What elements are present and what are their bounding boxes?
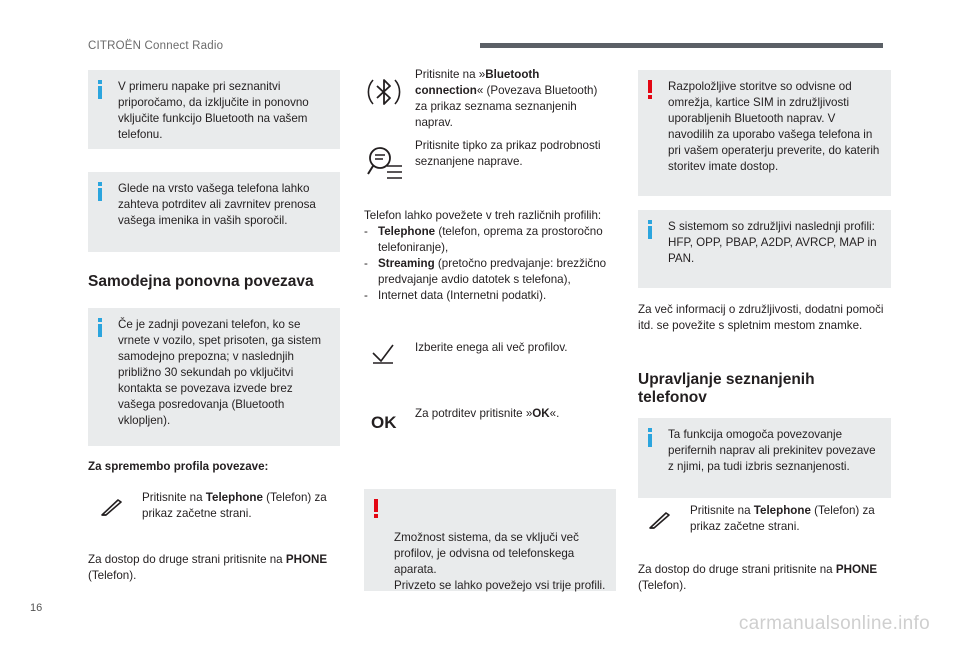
info-box-text: Ta funkcija omogoča povezovanje perifernih naprav ali prekinitev povezave z njimi, pa tudi izbris seznanjenosti. (668, 428, 876, 473)
watermark-logo: carmanualsonline.info (738, 613, 930, 634)
profiles-intro: Telefon lahko povežete v treh različnih profilih: (364, 209, 602, 222)
info-box-pairing-error (88, 70, 340, 149)
ok-icon: OK (371, 413, 397, 432)
checkbox-check-icon (370, 342, 396, 366)
warning-box-profiles (364, 489, 616, 591)
info-icon (648, 428, 652, 447)
info-box-auto-reconnect (88, 308, 340, 446)
phone-access-text: Za dostop do druge strani pritisnite na PHONE (Telefon). (88, 553, 328, 582)
warning-box-services (638, 70, 891, 196)
bluetooth-step-text: Pritisnite na »Bluetooth connection« (Povezava Bluetooth) za prikaz seznama seznanjenih naprav. (415, 68, 598, 129)
header-bar (480, 43, 883, 48)
info-box-text: S sistemom so združljivi naslednji profili: HFP, OPP, PBAP, A2DP, AVRCP, MAP in PAN. (668, 220, 877, 265)
pencil-icon (100, 497, 124, 517)
header-title: CITROËN Connect Radio (88, 40, 224, 52)
telephone-step-text: Pritisnite na Telephone (Telefon) za prikaz začetne strani. (142, 491, 327, 520)
warning-icon (374, 499, 378, 518)
info-icon (98, 182, 102, 201)
info-box-text: Glede na vrsto vašega telefona lahko zahteva potrditev ali zavrnitev prenosa vašega imenika in vaših sporočil. (118, 182, 316, 227)
telephone-step-text: Pritisnite na Telephone (Telefon) za prikaz začetne strani. (690, 504, 875, 533)
warning-box-text: Razpoložljive storitve so odvisne od omrežja, kartice SIM in združljivosti uporabljenih Bluetooth naprav. V navodilih za uporabo vašega telefona in pri vašem operaterju preverite, do katerih storitev imate dostop. (668, 80, 880, 173)
list-item: - Streaming (pretočno predvajanje: brezžično predvajanje avdio datotek s telefona), (364, 257, 607, 286)
list-item: - Internet data (Internetni podatki). (364, 289, 547, 302)
details-step-text: Pritisnite tipko za prikaz podrobnosti seznanjene naprave. (415, 139, 601, 168)
warning-box-text: Zmožnost sistema, da se vključi več profilov, je odvisna od telefonskega aparata. Privzeto se lahko povežejo vsi trije profili. (394, 531, 606, 592)
info-box-phone-type (88, 172, 340, 252)
page-number: 16 (30, 602, 43, 614)
section-heading-manage-phones: Upravljanje seznanjenih telefonov (638, 371, 815, 406)
pencil-icon (648, 510, 672, 530)
profile-change-label: Za spremembo profila povezave: (88, 460, 269, 473)
info-icon (98, 318, 102, 337)
warning-icon (648, 80, 652, 99)
device-details-icon (366, 144, 404, 184)
profiles-list (364, 224, 616, 304)
more-info-text: Za več informacij o združljivosti, dodatni pomoči itd. se povežite s spletnim mestom znamke. (638, 303, 884, 332)
info-box-text: V primeru napake pri seznanitvi priporočamo, da izključite in ponovno vključite funkcijo Bluetooth na vašem telefonu. (118, 80, 309, 141)
select-profiles-text: Izberite enega ali več profilov. (415, 341, 568, 354)
info-box-manage (638, 418, 891, 498)
info-box-compatible-profiles (638, 210, 891, 288)
bluetooth-icon (367, 72, 401, 112)
info-icon (648, 220, 652, 239)
list-item: - Telephone (telefon, oprema za prostoročno telefoniranje), (364, 225, 603, 254)
phone-access-text: Za dostop do druge strani pritisnite na PHONE (Telefon). (638, 563, 878, 592)
info-box-text: Če je zadnji povezani telefon, ko se vrnete v vozilo, spet prisoten, ga sistem samodejno prepozna; v naslednjih približno 30 sekundah po vključitvi kontakta se povezava izvede brez vašega posredovanja (Bluetooth vklopljen). (118, 318, 321, 427)
info-icon (98, 80, 102, 99)
section-heading-auto-reconnect: Samodejna ponovna povezava (88, 273, 314, 290)
ok-step-text: Za potrditev pritisnite »OK«. (415, 407, 560, 420)
